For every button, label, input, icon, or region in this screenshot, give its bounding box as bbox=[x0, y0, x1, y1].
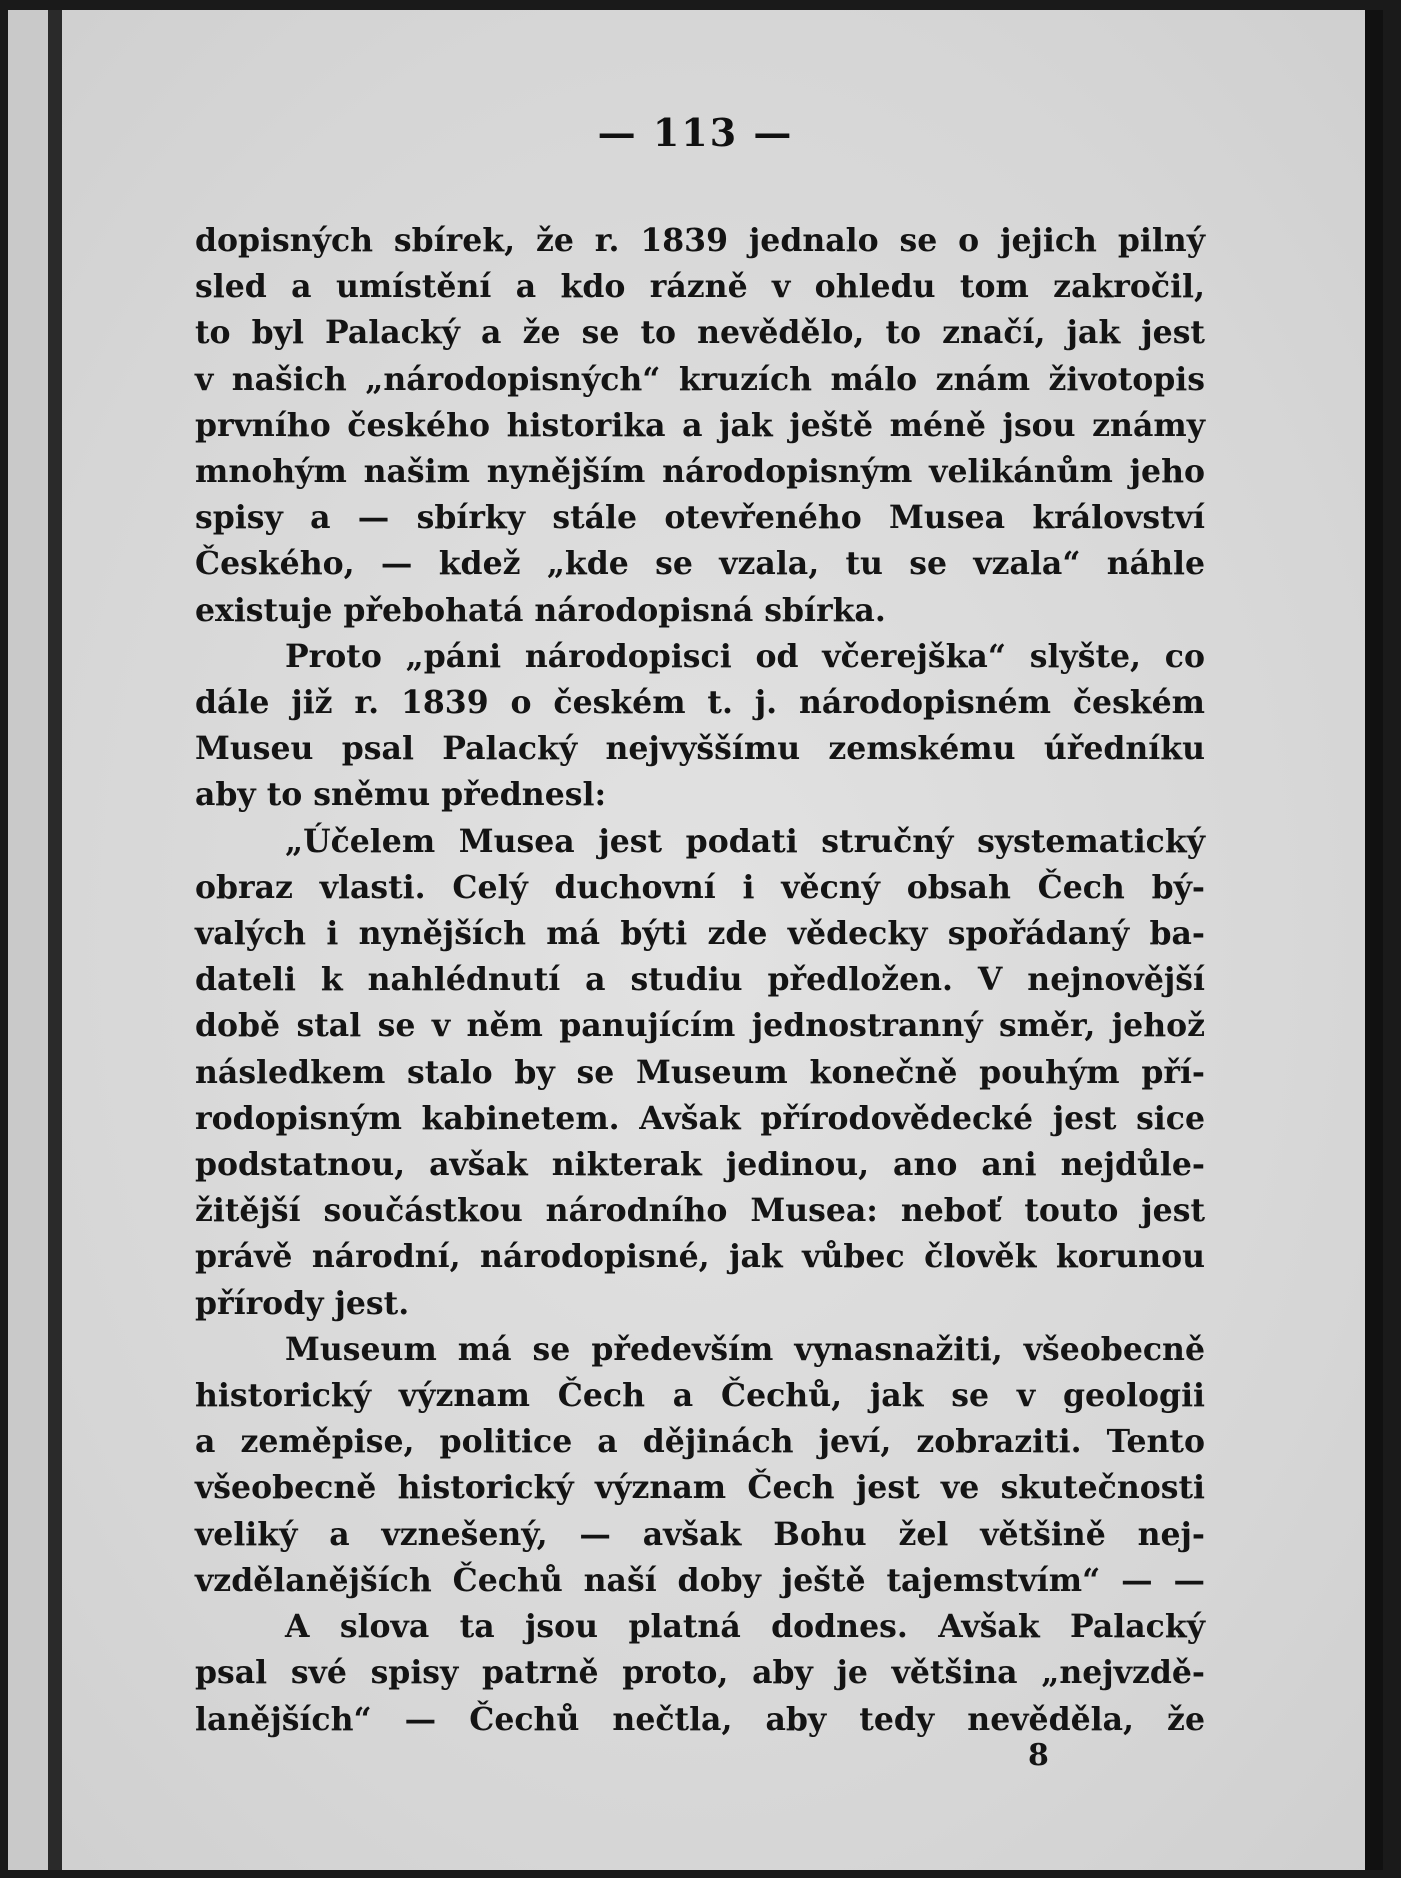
text-line: Museu psal Palacký nejvyššímu zemskému úředníku bbox=[195, 730, 1205, 768]
text-line: spisy a — sbírky stále otevřeného Musea království bbox=[195, 499, 1205, 537]
text-line: a zeměpise, politice a dějinách jeví, zobraziti. Tento bbox=[195, 1423, 1205, 1461]
page-number-header: — 113 — bbox=[597, 110, 794, 155]
text-line: následkem stalo by se Museum konečně pouhým pří- bbox=[195, 1053, 1205, 1091]
body-text bbox=[195, 218, 1205, 1743]
text-line: historický význam Čech a Čechů, jak se v geologii bbox=[195, 1377, 1205, 1415]
page-right-edge bbox=[1365, 10, 1383, 1870]
text-line: právě národní, národopisné, jak vůbec člověk korunou bbox=[195, 1238, 1205, 1276]
text-line: dále již r. 1839 o českém t. j. národopisném českém bbox=[195, 684, 1205, 722]
paragraph-start-line: „Účelem Musea jest podati stručný systematický bbox=[285, 822, 1205, 860]
text-line: psal své spisy patrně proto, aby je většina „nejvzdě- bbox=[195, 1654, 1205, 1692]
text-line: prvního českého historika a jak ještě méně jsou známy bbox=[195, 406, 1205, 444]
text-line: rodopisným kabinetem. Avšak přírodovědecké jest sice bbox=[195, 1099, 1205, 1137]
page-gutter bbox=[48, 10, 62, 1870]
text-line: době stal se v něm panujícím jednostranný směr, jehož bbox=[195, 1007, 1205, 1045]
text-line: existuje přebohatá národopisná sbírka. bbox=[195, 591, 886, 629]
text-line: žitější součástkou národního Musea: neboť touto jest bbox=[195, 1192, 1205, 1230]
text-line: přírody jest. bbox=[195, 1284, 410, 1322]
facing-page-edge bbox=[8, 10, 48, 1870]
paragraph-start-line: Museum má se především vynasnažiti, všeobecně bbox=[285, 1330, 1205, 1368]
text-line: obraz vlasti. Celý duchovní i věcný obsah Čech bý- bbox=[195, 868, 1205, 906]
text-line: sled a umístění a kdo rázně v ohledu tom zakročil, bbox=[195, 268, 1205, 306]
text-line: v našich „národopisných“ kruzích málo znám životopis bbox=[195, 360, 1205, 398]
text-line: mnohým našim nynějším národopisným velikánům jeho bbox=[195, 453, 1205, 491]
text-line: podstatnou, avšak nikterak jedinou, ano ani nejdůle- bbox=[195, 1146, 1205, 1184]
text-line: dateli k nahlédnutí a studiu předložen. V nejnovější bbox=[195, 961, 1205, 999]
text-line: aby to sněmu přednesl: bbox=[195, 776, 607, 814]
text-line: vzdělanějších Čechů naší doby ještě tajemstvím“ — — bbox=[195, 1561, 1205, 1599]
paragraph-start-line: A slova ta jsou platná dodnes. Avšak Palacký bbox=[285, 1608, 1205, 1646]
text-line: Českého, — kdež „kde se vzala, tu se vzala“ náhle bbox=[195, 545, 1205, 583]
text-line: dopisných sbírek, že r. 1839 jednalo se o jejich pilný bbox=[195, 222, 1205, 259]
book-page bbox=[8, 10, 1383, 1870]
text-line: lanějších“ — Čechů nečtla, aby tedy nevěděla, že bbox=[195, 1700, 1205, 1738]
text-line: to byl Palacký a že se to nevědělo, to značí, jak jest bbox=[195, 314, 1205, 352]
paragraph-start-line: Proto „páni národopisci od včerejška“ slyšte, co bbox=[285, 637, 1205, 675]
text-line: veliký a vznešený, — avšak Bohu žel většině nej- bbox=[195, 1515, 1205, 1553]
text-line: valých i nynějších má býti zde vědecky spořádaný ba- bbox=[195, 915, 1205, 953]
signature-mark: 8 bbox=[1028, 1738, 1049, 1773]
text-line: všeobecně historický význam Čech jest ve skutečnosti bbox=[195, 1469, 1205, 1507]
